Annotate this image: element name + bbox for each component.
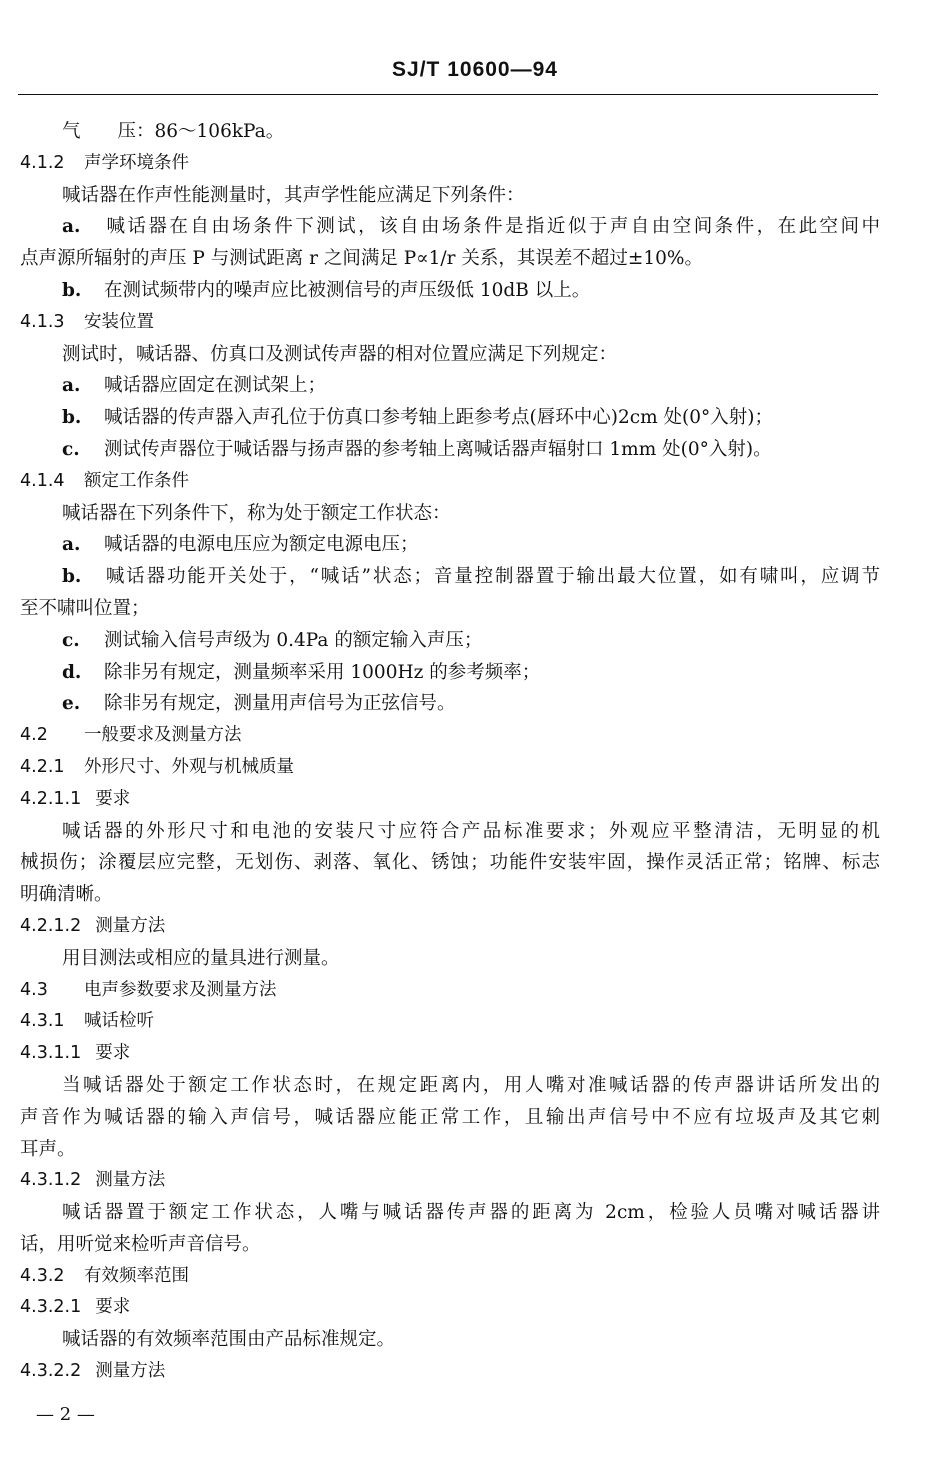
document-body — [20, 116, 880, 1388]
paragraph-line — [20, 402, 880, 434]
line-text: 喊话器应固定在测试架上； — [104, 375, 327, 397]
line-text: 明确清晰。 — [20, 884, 113, 906]
section-number: 4.3.1 — [20, 1011, 65, 1032]
section-heading — [20, 1165, 880, 1197]
line-text: 除非另有规定，测量频率采用 1000Hz 的参考频率； — [104, 661, 541, 683]
paragraph-line — [20, 593, 880, 625]
paragraph-line — [20, 1229, 880, 1261]
line-text: 话，用听觉来检听声音信号。 — [20, 1233, 261, 1255]
header-rule — [18, 94, 878, 95]
section-heading — [20, 148, 880, 180]
paragraph-line — [20, 625, 880, 657]
paragraph-line — [20, 657, 880, 689]
section-number: 4.3.2.2 — [20, 1361, 82, 1382]
line-text: 喊话器的电源电压应为额定电源电压； — [104, 534, 419, 556]
line-text: 喊话器在自由场条件下测试，该自由场条件是指近似于声自由空间条件，在此空间中 — [104, 216, 880, 238]
list-marker: e. — [62, 693, 81, 715]
section-title: 有效频率范围 — [84, 1265, 189, 1286]
line-text: 喊话器的外形尺寸和电池的安装尺寸应符合产品标准要求；外观应平整清洁，无明显的机 — [62, 820, 880, 842]
section-heading — [20, 752, 880, 784]
section-title: 要求 — [95, 1297, 131, 1318]
section-title: 测量方法 — [95, 1170, 166, 1191]
section-heading — [20, 720, 880, 752]
line-text: 测试时，喊话器、仿真口及测试传声器的相对位置应满足下列规定： — [62, 343, 618, 365]
section-number: 4.3.1.1 — [20, 1043, 82, 1064]
section-title: 喊话检听 — [84, 1011, 154, 1032]
line-text: 喊话器在作声性能测量时，其声学性能应满足下列条件： — [62, 184, 525, 206]
section-heading — [20, 1356, 880, 1388]
line-text: 除非另有规定，测量用声信号为正弦信号。 — [104, 693, 456, 715]
line-text: 耳声。 — [20, 1138, 76, 1160]
line-text: 在测试频带内的噪声应比被测信号的声压级低 10dB 以上。 — [104, 279, 591, 301]
paragraph-line — [20, 1070, 880, 1102]
paragraph-line — [20, 339, 880, 371]
section-heading — [20, 975, 880, 1007]
section-number: 4.2.1 — [20, 756, 65, 777]
line-text: 当喊话器处于额定工作状态时，在规定距离内，用人嘴对准喊话器的传声器讲话所发出的 — [62, 1074, 880, 1096]
paragraph-line — [20, 1197, 880, 1229]
line-text: 喊话器功能开关处于，“喊话”状态；音量控制器置于输出最大位置，如有啸叫，应调节 — [104, 566, 880, 588]
line-text: 喊话器置于额定工作状态，人嘴与喊话器传声器的距离为 2cm，检验人员嘴对喊话器讲 — [62, 1202, 880, 1224]
section-title: 电声参数要求及测量方法 — [84, 979, 277, 1000]
paragraph-line — [20, 116, 880, 148]
paragraph-line — [20, 275, 880, 307]
paragraph-line — [20, 816, 880, 848]
paragraph-line — [20, 1324, 880, 1356]
line-text: 声音作为喊话器的输入声信号，喊话器应能正常工作，且输出声信号中不应有垃圾声及其它刺 — [20, 1106, 880, 1128]
paragraph-line — [20, 529, 880, 561]
list-marker: b. — [62, 279, 82, 301]
paragraph-line — [20, 370, 880, 402]
section-title: 一般要求及测量方法 — [84, 725, 242, 746]
section-number: 4.1.4 — [20, 470, 65, 491]
section-title: 外形尺寸、外观与机械质量 — [84, 756, 294, 777]
paragraph-line — [20, 847, 880, 879]
line-text: 至不啸叫位置； — [20, 597, 150, 619]
line-text: 测试输入信号声级为 0.4Pa 的额定输入声压； — [104, 629, 483, 651]
section-title: 声学环境条件 — [84, 152, 189, 173]
section-heading — [20, 1038, 880, 1070]
line-text: 械损伤；涂覆层应完整，无划伤、剥落、氧化、锈蚀；功能件安装牢固，操作灵活正常；铭牌、标志 — [20, 852, 880, 874]
section-title: 要求 — [95, 788, 131, 809]
paragraph-line — [20, 1102, 880, 1134]
section-heading — [20, 307, 880, 339]
list-marker: b. — [62, 566, 82, 588]
section-heading — [20, 1292, 880, 1324]
section-heading — [20, 911, 880, 943]
list-marker: a. — [62, 216, 81, 238]
line-text: 喊话器在下列条件下，称为处于额定工作状态： — [62, 502, 451, 524]
page-number: — 2 — — [36, 1404, 95, 1425]
section-number: 4.3.2 — [20, 1265, 65, 1286]
section-heading — [20, 1006, 880, 1038]
section-number: 4.2.1.2 — [20, 915, 82, 936]
paragraph-line — [20, 498, 880, 530]
section-number: 4.3.1.2 — [20, 1170, 82, 1191]
list-marker: b. — [62, 407, 82, 429]
page-header: SJ/T 10600—94 — [392, 58, 558, 81]
section-number: 4.3.2.1 — [20, 1297, 82, 1318]
line-text: 喊话器的传声器入声孔位于仿真口参考轴上距参考点(唇环中心)2cm 处(0°入射)； — [104, 407, 773, 429]
line-text: 喊话器的有效频率范围由产品标准规定。 — [62, 1329, 396, 1351]
section-number: 4.1.3 — [20, 311, 65, 332]
section-number: 4.1.2 — [20, 152, 65, 173]
section-title: 测量方法 — [95, 915, 166, 936]
list-marker: c. — [62, 438, 80, 460]
paragraph-line — [20, 211, 880, 243]
section-title: 安装位置 — [84, 311, 154, 332]
paragraph-line — [20, 943, 880, 975]
paragraph-line — [20, 561, 880, 593]
list-marker: a. — [62, 534, 81, 556]
section-number: 4.3 — [20, 979, 48, 1000]
paragraph-line — [20, 434, 880, 466]
section-heading — [20, 466, 880, 498]
list-marker: a. — [62, 375, 81, 397]
section-heading — [20, 1261, 880, 1293]
list-marker: c. — [62, 629, 80, 651]
line-text: 测试传声器位于喊话器与扬声器的参考轴上离喊话器声辐射口 1mm 处(0°入射)。 — [104, 438, 772, 460]
paragraph-line — [20, 1134, 880, 1166]
section-number: 4.2 — [20, 725, 48, 746]
paragraph-line — [20, 688, 880, 720]
line-text: 气 压：86～106kPa。 — [62, 121, 285, 142]
paragraph-line — [20, 879, 880, 911]
line-text: 点声源所辐射的声压 P 与测试距离 r 之间满足 P∝1/r 关系，其误差不超过±10%。 — [20, 248, 704, 270]
list-marker: d. — [62, 661, 82, 683]
section-title: 要求 — [95, 1043, 131, 1064]
section-heading — [20, 784, 880, 816]
paragraph-line — [20, 243, 880, 275]
section-title: 测量方法 — [95, 1361, 166, 1382]
section-number: 4.2.1.1 — [20, 788, 82, 809]
paragraph-line — [20, 180, 880, 212]
section-title: 额定工作条件 — [84, 470, 189, 491]
line-text: 用目测法或相应的量具进行测量。 — [62, 947, 340, 969]
